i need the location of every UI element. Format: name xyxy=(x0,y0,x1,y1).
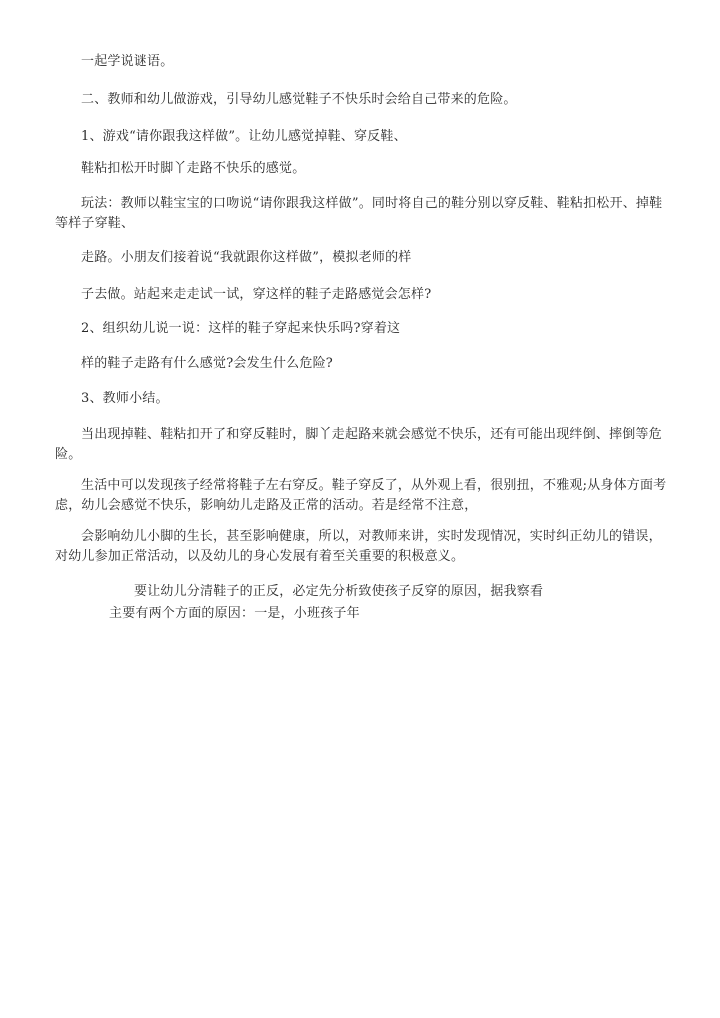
paragraph-riddle: 一起学说谜语。 xyxy=(81,54,174,69)
paragraph-game-1-cont: 鞋粘扣松开时脚丫走路不快乐的感觉。 xyxy=(81,161,306,176)
paragraph-impact: 会影响幼儿小脚的生长，甚至影响健康，所以，对教师来讲，实时发现情况，实时纠正幼儿的错误，对幼儿参加正常活动，以及幼儿的身心发展有着至关重要的积极意义。 xyxy=(55,529,662,564)
paragraph-game-1: 1、游戏“请你跟我这样做”。让幼儿感觉掉鞋、穿反鞋、 xyxy=(81,129,407,144)
paragraph-summary-heading: 3、教师小结。 xyxy=(81,391,169,406)
paragraph-discuss-cont: 样的鞋子走路有什么感觉?会发生什么危险? xyxy=(81,356,333,371)
paragraph-reasons-cont: 主要有两个方面的原因：一是，小班孩子年 xyxy=(109,606,360,621)
paragraph-try: 子去做。站起来走走试一试，穿这样的鞋子走路感觉会怎样? xyxy=(81,287,432,302)
paragraph-daily-life: 生活中可以发现孩子经常将鞋子左右穿反。鞋子穿反了，从外观上看，很别扭，不雅观;从身体方面考虑，幼儿会感觉不快乐，影响幼儿走路及正常的活动。若是经常不注意， xyxy=(55,478,667,513)
paragraph-discuss: 2、组织幼儿说一说：这样的鞋子穿起来快乐吗?穿着这 xyxy=(81,321,401,336)
heading-section-two: 二、教师和幼儿做游戏，引导幼儿感觉鞋子不快乐时会给自己带来的危险。 xyxy=(81,92,517,107)
paragraph-how-to-play: 玩法：教师以鞋宝宝的口吻说“请你跟我这样做”。同时将自己的鞋分别以穿反鞋、鞋粘扣松开、掉鞋等样子穿鞋、 xyxy=(55,196,663,231)
paragraph-walk: 走路。小朋友们接着说“我就跟你这样做”，模拟老师的样 xyxy=(81,250,412,265)
paragraph-summary: 当出现掉鞋、鞋粘扣开了和穿反鞋时，脚丫走起路来就会感觉不快乐，还有可能出现绊倒、摔倒等危险。 xyxy=(55,427,662,462)
paragraph-reasons: 要让幼儿分清鞋子的正反，必定先分析致使孩子反穿的原因，据我察看 xyxy=(134,584,544,599)
